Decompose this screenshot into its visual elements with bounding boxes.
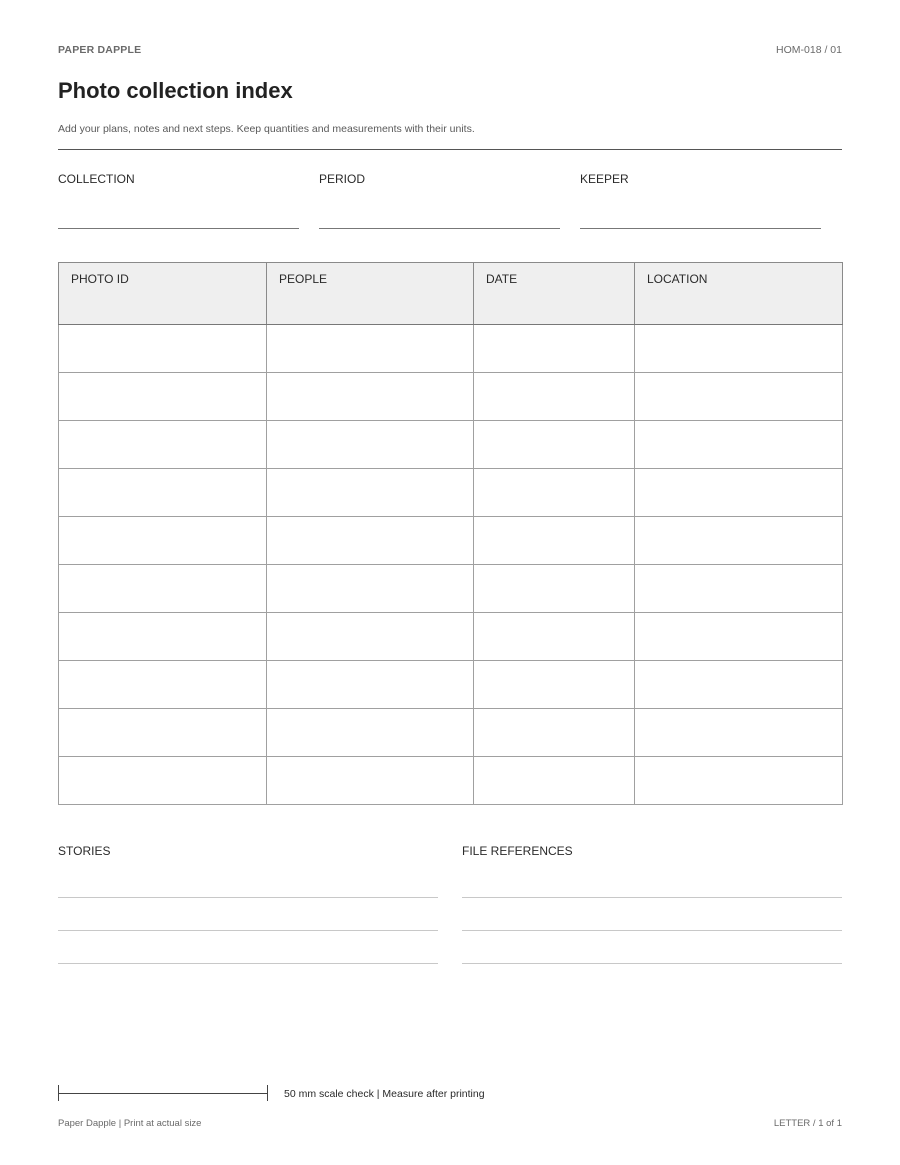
stories-line[interactable] xyxy=(58,963,438,964)
table-row xyxy=(59,325,843,373)
photo-id-cell[interactable] xyxy=(59,373,267,421)
collection-field[interactable] xyxy=(58,172,299,186)
scale-tick-right xyxy=(267,1085,268,1101)
people-cell[interactable] xyxy=(267,325,474,373)
photo-id-cell[interactable] xyxy=(59,517,267,565)
location-cell[interactable] xyxy=(635,325,843,373)
column-header-date: DATE xyxy=(474,263,635,325)
location-cell[interactable] xyxy=(635,565,843,613)
file-references-section xyxy=(462,844,842,858)
location-cell[interactable] xyxy=(635,757,843,805)
period-field[interactable] xyxy=(319,172,560,186)
footer-left: Paper Dapple | Print at actual size xyxy=(58,1118,202,1129)
footer-page-info: LETTER / 1 of 1 xyxy=(773,1118,842,1129)
photo-id-cell[interactable] xyxy=(59,469,267,517)
location-cell[interactable] xyxy=(635,469,843,517)
location-cell[interactable] xyxy=(635,373,843,421)
people-cell[interactable] xyxy=(267,469,474,517)
file-references-line[interactable] xyxy=(462,897,842,898)
collection-entry-line[interactable] xyxy=(58,228,299,229)
table-header-row xyxy=(59,263,843,325)
date-cell[interactable] xyxy=(474,709,635,757)
period-label: PERIOD xyxy=(319,172,366,186)
date-cell[interactable] xyxy=(474,325,635,373)
people-cell[interactable] xyxy=(267,373,474,421)
people-cell[interactable] xyxy=(267,661,474,709)
keeper-field[interactable] xyxy=(580,172,821,186)
location-cell[interactable] xyxy=(635,517,843,565)
stories-section xyxy=(58,844,438,858)
photo-id-cell[interactable] xyxy=(59,613,267,661)
column-header-photo-id: PHOTO ID xyxy=(59,263,267,325)
date-cell[interactable] xyxy=(474,757,635,805)
file-references-line[interactable] xyxy=(462,963,842,964)
keeper-label: KEEPER xyxy=(580,172,629,186)
scale-check-bar xyxy=(58,1085,268,1101)
date-cell[interactable] xyxy=(474,373,635,421)
photo-id-cell[interactable] xyxy=(59,325,267,373)
file-references-line[interactable] xyxy=(462,930,842,931)
table-row xyxy=(59,565,843,613)
people-cell[interactable] xyxy=(267,709,474,757)
table-row xyxy=(59,517,843,565)
page-title: Photo collection index xyxy=(58,78,293,103)
stories-label: STORIES xyxy=(58,844,111,858)
table-row xyxy=(59,421,843,469)
location-cell[interactable] xyxy=(635,661,843,709)
date-cell[interactable] xyxy=(474,469,635,517)
page-subtitle: Add your plans, notes and next steps. Keep quantities and measurements with their units. xyxy=(58,123,475,135)
file-references-label: FILE REFERENCES xyxy=(462,844,573,858)
scale-check-note: 50 mm scale check | Measure after printing xyxy=(284,1088,485,1100)
period-entry-line[interactable] xyxy=(319,228,560,229)
people-cell[interactable] xyxy=(267,421,474,469)
location-cell[interactable] xyxy=(635,709,843,757)
table-row xyxy=(59,373,843,421)
date-cell[interactable] xyxy=(474,613,635,661)
photo-id-cell[interactable] xyxy=(59,661,267,709)
table-row xyxy=(59,757,843,805)
table-row xyxy=(59,709,843,757)
stories-line[interactable] xyxy=(58,930,438,931)
photo-id-cell[interactable] xyxy=(59,421,267,469)
stories-line[interactable] xyxy=(58,897,438,898)
date-cell[interactable] xyxy=(474,421,635,469)
table-row xyxy=(59,469,843,517)
photo-id-cell[interactable] xyxy=(59,565,267,613)
people-cell[interactable] xyxy=(267,613,474,661)
table-row xyxy=(59,613,843,661)
people-cell[interactable] xyxy=(267,517,474,565)
photo-id-cell[interactable] xyxy=(59,757,267,805)
keeper-entry-line[interactable] xyxy=(580,228,821,229)
photo-index-table xyxy=(58,262,843,805)
location-cell[interactable] xyxy=(635,421,843,469)
date-cell[interactable] xyxy=(474,517,635,565)
header-divider xyxy=(58,149,842,150)
photo-id-cell[interactable] xyxy=(59,709,267,757)
date-cell[interactable] xyxy=(474,565,635,613)
table-row xyxy=(59,661,843,709)
people-cell[interactable] xyxy=(267,565,474,613)
form-code: HOM-018 / 01 xyxy=(776,44,842,56)
scale-line xyxy=(58,1093,267,1094)
brand-name: PAPER DAPPLE xyxy=(58,44,142,56)
date-cell[interactable] xyxy=(474,661,635,709)
location-cell[interactable] xyxy=(635,613,843,661)
people-cell[interactable] xyxy=(267,757,474,805)
column-header-location: LOCATION xyxy=(635,263,843,325)
collection-label: COLLECTION xyxy=(58,172,135,186)
column-header-people: PEOPLE xyxy=(267,263,474,325)
